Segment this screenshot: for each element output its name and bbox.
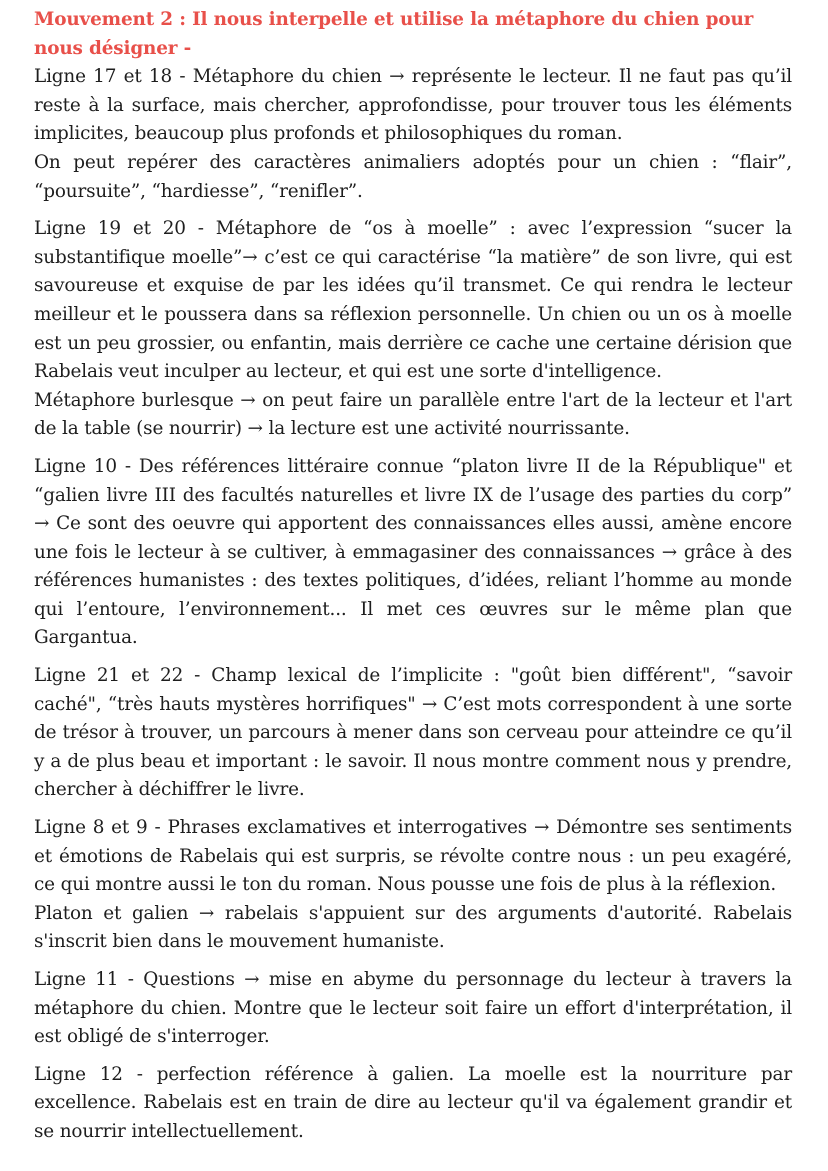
paragraph: Ligne 17 et 18 - Métaphore du chien → représente le lecteur. Il ne faut pas qu’il reste à la surface, mais chercher, approfondisse, pour trouver tous les éléments implicites, beaucoup plus profonds et philosophiques du roman. bbox=[34, 66, 792, 145]
paragraph: Ligne 11 - Questions → mise en abyme du personnage du lecteur à travers la métaphore du chien. Montre que le lecteur soit faire un effort d'interprétation, il est obligé de s'interroger. bbox=[34, 969, 792, 1048]
block-line-12 bbox=[34, 1061, 792, 1147]
paragraph: Ligne 19 et 20 - Métaphore de “os à moelle” : avec l’expression “sucer la substantifique moelle”→ c’est ce qui caractérise “la matière” de son livre, qui est savoureuse et exquise de par les idées qu’il transmet. Ce qui rendra le lecteur meilleur et le poussera dans sa réflexion personnelle. Un chien ou un os à moelle est un peu grossier, ou enfantin, mais derrière ce cache une certaine dérision que Rabelais veut inculper au lecteur, et qui est une sorte d'intelligence. bbox=[34, 218, 792, 383]
paragraph: Ligne 21 et 22 - Champ lexical de l’implicite : "goût bien différent", “savoir caché", “très hauts mystères horrifiques" → C’est mots correspondent à une sorte de trésor à trouver, un parcours à mener dans son cerveau pour atteindre ce qu’il y a de plus beau et important : le savoir. Il nous montre comment nous y prendre, chercher à déchiffrer le livre. bbox=[34, 665, 792, 801]
paragraph: Métaphore burlesque → on peut faire un parallèle entre l'art de la lecteur et l'art de la table (se nourrir) → la lecture est une activité nourrissante. bbox=[34, 389, 792, 440]
paragraph: Ligne 10 - Des références littéraire connue “platon livre II de la République" et “galien livre III des facultés naturelles et livre IX de l’usage des parties du corp” → Ce sont des oeuvre qui apportent des connaissances elles aussi, amène encore une fois le lecteur à se cultiver, à emmagasiner des connaissances → grâce à des références humanistes : des textes politiques, d’idées, reliant l’homme au monde qui l’entoure, l’environnement... Il met ces œuvres sur le même plan que Gargantua. bbox=[34, 455, 792, 649]
paragraph: Platon et galien → rabelais s'appuient sur des arguments d'autorité. Rabelais s'inscrit bien dans le mouvement humaniste. bbox=[34, 902, 792, 953]
block-line-11 bbox=[34, 966, 792, 1052]
block-lines-19-20 bbox=[34, 215, 792, 444]
paragraph: On peut repérer des caractères animaliers adoptés pour un chien : “flair”, “poursuite”, “hardiesse”, “renifler”. bbox=[34, 151, 792, 202]
section-heading: Mouvement 2 : Il nous interpelle et utilise la métaphore du chien pour nous désigner - bbox=[34, 9, 754, 59]
block-lines-21-22 bbox=[34, 662, 792, 805]
document-page bbox=[34, 6, 792, 1156]
block-line-10 bbox=[34, 453, 792, 653]
block-lines-17-18 bbox=[34, 63, 792, 206]
block-lines-8-9 bbox=[34, 814, 792, 957]
paragraph: Ligne 8 et 9 - Phrases exclamatives et interrogatives → Démontre ses sentiments et émotions de Rabelais qui est surpris, se révolte contre nous : un peu exagéré, ce qui montre aussi le ton du roman. Nous pousse une fois de plus à la réflexion. bbox=[34, 817, 792, 896]
paragraph: Ligne 12 - perfection référence à galien. La moelle est la nourriture par excellence. Rabelais est en train de dire au lecteur qu'il va également grandir et se nourrir intellectuellement. bbox=[34, 1063, 792, 1142]
